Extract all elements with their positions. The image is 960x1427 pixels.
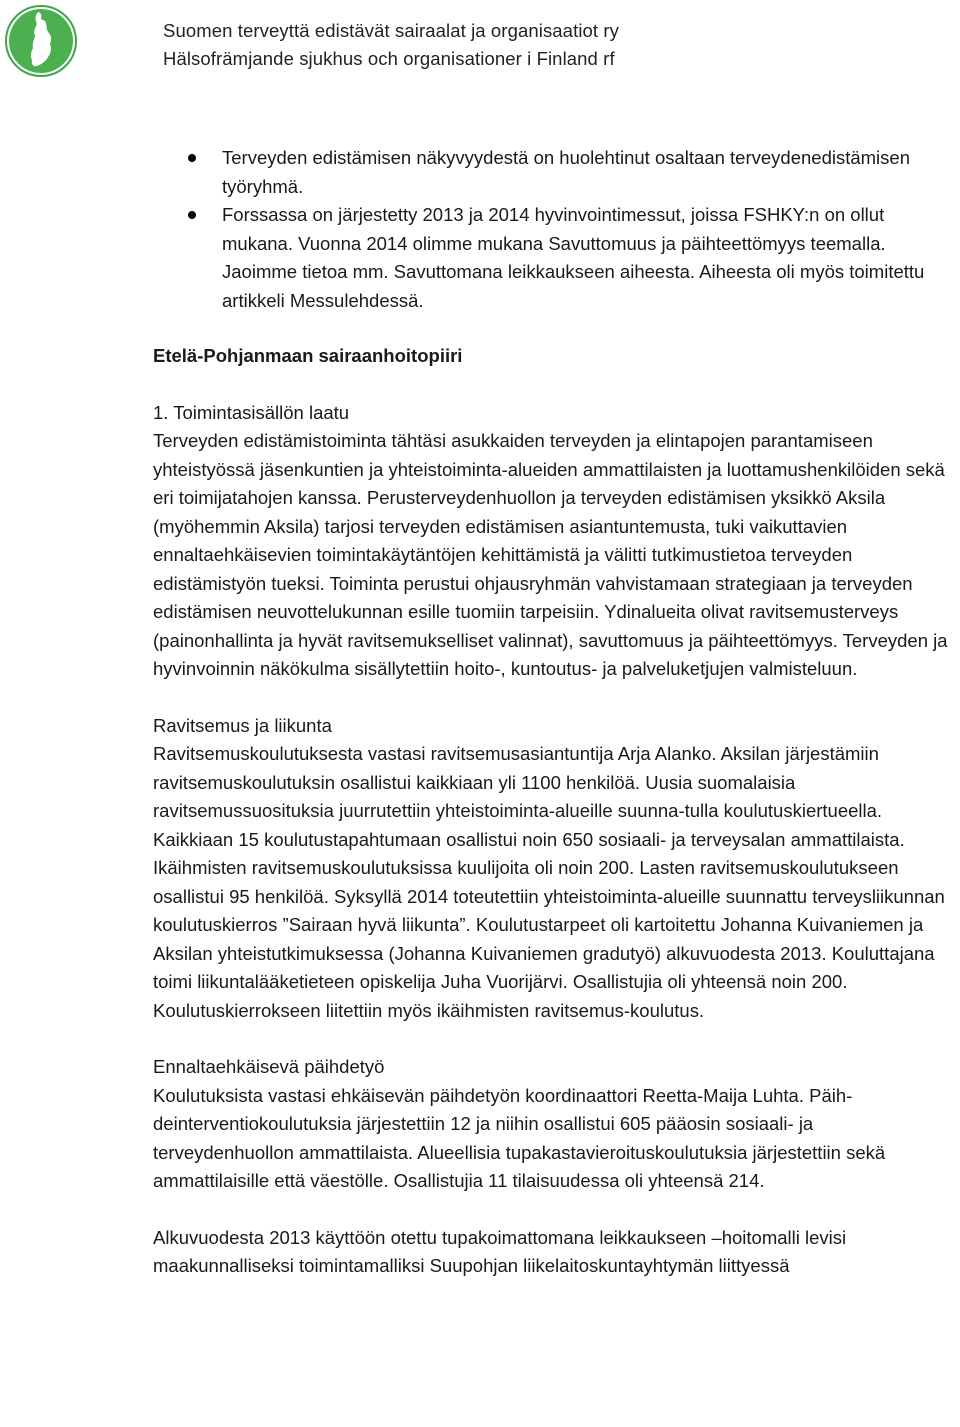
bullet-list [153,144,959,315]
organization-name [163,17,619,73]
section-heading: Etelä-Pohjanmaan sairaanhoitopiiri [153,345,463,366]
bullet-item: Forssassa on järjestetty 2013 ja 2014 hyvinvointimessut, joissa FSHKY:n on ollut mukana. Vuonna 2014 olimme mukana Savuttomuus ja päihteettömyys teemalla. Jaoimme tietoa mm. Savuttomana leikkaukseen aiheesta. Aiheesta oli myös toimitettu artikkeli Messulehdessä. [153,201,959,315]
organization-name-finnish: Suomen terveyttä edistävät sairaalat ja organisaatiot ry [163,20,620,41]
organization-name-swedish: Hälsofrämjande sjukhus och organisationer i Finland rf [163,48,615,69]
finland-map-logo-icon [4,4,78,78]
bullet-item: Terveyden edistämisen näkyvyydestä on huolehtinut osaltaan terveydenedistämisen työryhmä. [153,144,959,201]
subsection-substance-abuse [153,1053,959,1196]
subsection-title: 1. Toimintasisällön laatu [153,401,350,423]
document-body [153,144,959,1281]
subsection-title: Ravitsemus ja liikunta [153,714,332,736]
subsection-paragraph: Terveyden edistämistoiminta tähtäsi asukkaiden terveyden ja elintapojen parantamiseen yhteistyössä jäsenkuntien ja yhteistoiminta-alueiden ammattilaisten ja luottamushenkilöiden sekä eri toimijatahojen kanssa. Perusterveydenhuollon ja terveyden edistämisen yksikkö Aksila (myöhemmin Aksila) tarjosi terveyden edistämisen asiantuntemusta, tuki vaikuttavien ennaltaehkäisevien toimintakäytäntöjen kehittämistä ja välitti tutkimustietoa terveyden edistämistyön tueksi. Toiminta perustui ohjausryhmän vahvistamaan strategiaan ja terveyden edistämisen neuvottelukunnan esille tuomiin tarpeisiin. Ydinalueita olivat ravitsemusterveys (painonhallinta ja hyvät ravitsemukselliset valinnat), savuttomuus ja päihteettömyys. Terveyden ja hyvinvoinnin näkökulma sisällytettiin hoito-, kuntoutus- ja palveluketjujen valmisteluun. [153,430,948,679]
subsection-paragraph: Ravitsemuskoulutuksesta vastasi ravitsemusasiantuntija Arja Alanko. Aksilan järjestämiin ravitsemuskoulutuksin osallistui kaikkiaan yli 1100 henkilöä. Uusia suomalaisia ravitsemussuosituksia juurrutettiin yhteistoiminta-alueille suunna-tulla koulutuskiertueella. Kaikkiaan 15 koulutustapahtumaan osallistui noin 650 sosiaali- ja terveysalan ammattilaista. Ikäihmisten ravitsemuskoulutuksissa kuulijoita oli noin 200. Lasten ravitsemuskoulutukseen osallistui 95 henkilöä. Syksyllä 2014 toteutettiin yhteistoiminta-alueille suunnattu terveysliikunnan koulutuskierros ”Sairaan hyvä liikunta”. Koulutustarpeet oli kartoitettu Johanna Kuivaniemen ja Aksilan yhteistutkimuksessa (Johanna Kuivaniemen gradutyö) alkuvuodesta 2013. Kouluttajana toimi liikuntalääketieteen opiskelija Juha Vuorijärvi. Osallistujia oli yhteensä noin 200. Koulutuskierrokseen liitettiin myös ikäihmisten ravitsemus-koulutus. [153,743,945,1021]
subsection-quality [153,399,959,684]
subsection-paragraph: Koulutuksista vastasi ehkäisevän päihdetyön koordinaattori Reetta-Maija Luhta. Päih-deinterventiokoulutuksia järjestettiin 12 ja niihin osallistui 605 pääosin sosiaali- ja terveydenhuollon ammattilaista. Alueellisia tupakastavieroituskoulutuksia järjestettiin sekä ammattilaisille että väestölle. Osallistujia 11 tilaisuudessa oli yhteensä 214. [153,1084,886,1191]
subsection-title: Ennaltaehkäisevä päihdetyö [153,1056,385,1077]
closing-paragraph: Alkuvuodesta 2013 käyttöön otettu tupakoimattomana leikkaukseen –hoitomalli levisi maakunnalliseksi toimintamalliksi Suupohjan liikelaitoskuntayhtymän liittyessä [153,1226,847,1276]
subsection-nutrition [153,712,959,1026]
